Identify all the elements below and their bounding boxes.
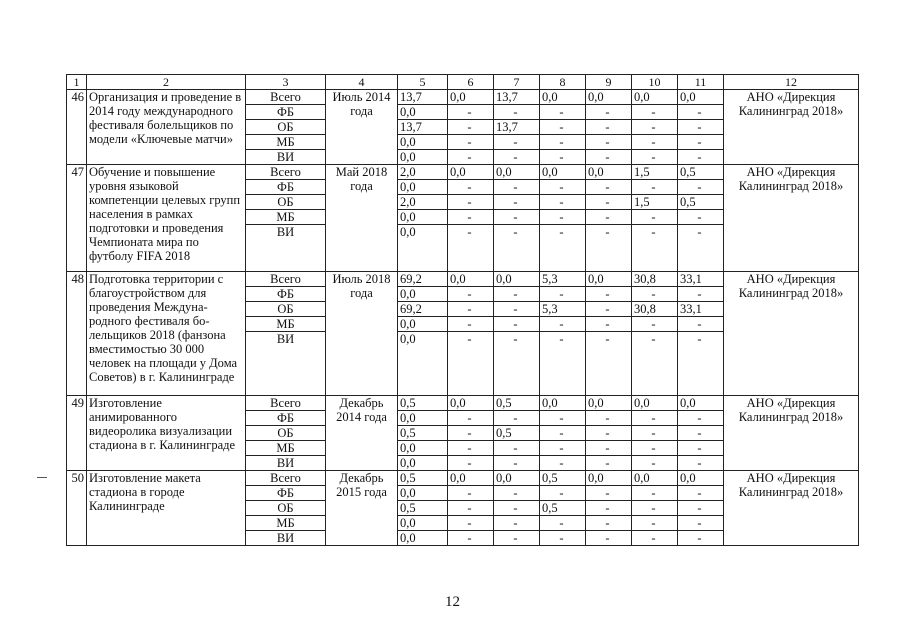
amount-cell: -: [678, 120, 724, 135]
amount-cell: 0,0: [494, 165, 540, 180]
amount-cell: 0,0: [398, 486, 448, 501]
amount-cell: 0,5: [398, 426, 448, 441]
column-header: 2: [87, 75, 246, 90]
deadline: Декабрь 2014 года: [326, 396, 398, 471]
amount-cell: 0,5: [494, 426, 540, 441]
amount-cell: 0,0: [398, 411, 448, 426]
amount-cell: -: [586, 195, 632, 210]
page-number: 12: [445, 594, 460, 610]
amount-cell: 5,3: [540, 302, 586, 317]
amount-cell: -: [540, 225, 586, 272]
amount-cell: -: [678, 332, 724, 396]
amount-cell: -: [540, 195, 586, 210]
amount-cell: -: [448, 150, 494, 165]
amount-cell: 33,1: [678, 272, 724, 287]
amount-cell: -: [540, 486, 586, 501]
amount-cell: -: [494, 411, 540, 426]
amount-cell: -: [678, 501, 724, 516]
activity-name: Организация и проведение в 2014 году международного фестиваля болельщиков по модели «Ключевые матчи»: [87, 90, 246, 165]
table-row: [67, 272, 859, 287]
executor: АНО «Дирекция Калининград 2018»: [724, 396, 859, 471]
amount-cell: -: [632, 332, 678, 396]
amount-cell: 0,0: [398, 210, 448, 225]
amount-cell: 0,0: [448, 272, 494, 287]
amount-cell: -: [586, 426, 632, 441]
amount-cell: -: [494, 516, 540, 531]
amount-cell: 0,0: [448, 90, 494, 105]
column-header: 11: [678, 75, 724, 90]
amount-cell: -: [494, 287, 540, 302]
amount-cell: -: [448, 516, 494, 531]
amount-cell: -: [586, 225, 632, 272]
amount-cell: 0,5: [678, 195, 724, 210]
amount-cell: 2,0: [398, 195, 448, 210]
amount-cell: -: [448, 180, 494, 195]
amount-cell: -: [494, 225, 540, 272]
amount-cell: -: [632, 531, 678, 546]
column-header: 8: [540, 75, 586, 90]
executor: АНО «Дирекция Калининград 2018»: [724, 165, 859, 272]
amount-cell: -: [586, 210, 632, 225]
executor: АНО «Дирекция Калининград 2018»: [724, 90, 859, 165]
amount-cell: -: [632, 135, 678, 150]
amount-cell: -: [632, 225, 678, 272]
amount-cell: 0,5: [540, 501, 586, 516]
table-row: [67, 471, 859, 486]
amount-cell: -: [448, 105, 494, 120]
amount-cell: -: [586, 317, 632, 332]
amount-cell: 0,0: [398, 135, 448, 150]
column-header: 9: [586, 75, 632, 90]
funding-source-label: Всего: [246, 396, 326, 411]
amount-cell: -: [448, 210, 494, 225]
row-number: 48: [67, 272, 87, 396]
amount-cell: 69,2: [398, 302, 448, 317]
funding-source-label: ФБ: [246, 105, 326, 120]
amount-cell: -: [540, 456, 586, 471]
amount-cell: -: [678, 426, 724, 441]
funding-source-label: ОБ: [246, 302, 326, 317]
amount-cell: -: [448, 135, 494, 150]
amount-cell: -: [448, 456, 494, 471]
amount-cell: -: [540, 332, 586, 396]
amount-cell: -: [586, 411, 632, 426]
deadline: Май 2018 года: [326, 165, 398, 272]
amount-cell: -: [632, 486, 678, 501]
amount-cell: -: [540, 180, 586, 195]
funding-source-label: МБ: [246, 516, 326, 531]
amount-cell: -: [586, 456, 632, 471]
amount-cell: 0,0: [632, 90, 678, 105]
amount-cell: -: [540, 287, 586, 302]
amount-cell: -: [632, 105, 678, 120]
amount-cell: -: [678, 531, 724, 546]
amount-cell: -: [494, 210, 540, 225]
deadline: Декабрь 2015 года: [326, 471, 398, 546]
table-row: [67, 165, 859, 180]
amount-cell: 0,0: [586, 90, 632, 105]
activity-name: Изготовление макета стадиона в городе Калининграде: [87, 471, 246, 546]
amount-cell: -: [586, 441, 632, 456]
amount-cell: -: [494, 195, 540, 210]
table-row: [67, 396, 859, 411]
amount-cell: -: [586, 150, 632, 165]
amount-cell: -: [586, 531, 632, 546]
amount-cell: -: [632, 516, 678, 531]
amount-cell: 0,0: [398, 516, 448, 531]
amount-cell: -: [632, 426, 678, 441]
amount-cell: 33,1: [678, 302, 724, 317]
amount-cell: 13,7: [494, 120, 540, 135]
amount-cell: -: [632, 456, 678, 471]
amount-cell: -: [494, 501, 540, 516]
funding-source-label: ФБ: [246, 486, 326, 501]
amount-cell: 0,0: [398, 332, 448, 396]
funding-source-label: ФБ: [246, 411, 326, 426]
amount-cell: 0,5: [494, 396, 540, 411]
amount-cell: -: [448, 531, 494, 546]
amount-cell: -: [448, 486, 494, 501]
amount-cell: -: [678, 225, 724, 272]
amount-cell: -: [586, 302, 632, 317]
deadline: Июль 2014 года: [326, 90, 398, 165]
funding-source-label: ВИ: [246, 150, 326, 165]
amount-cell: 0,0: [494, 471, 540, 486]
amount-cell: 0,0: [448, 396, 494, 411]
amount-cell: 0,0: [494, 272, 540, 287]
amount-cell: 0,0: [398, 225, 448, 272]
amount-cell: -: [494, 150, 540, 165]
amount-cell: 0,0: [540, 396, 586, 411]
amount-cell: -: [448, 302, 494, 317]
amount-cell: 0,0: [586, 471, 632, 486]
budget-table: [66, 74, 859, 546]
deadline: Июль 2018 года: [326, 272, 398, 396]
amount-cell: -: [586, 287, 632, 302]
funding-source-label: МБ: [246, 210, 326, 225]
amount-cell: 0,0: [398, 531, 448, 546]
amount-cell: 0,0: [586, 272, 632, 287]
amount-cell: -: [678, 180, 724, 195]
amount-cell: -: [678, 456, 724, 471]
executor: АНО «Дирекция Калининград 2018»: [724, 272, 859, 396]
amount-cell: -: [540, 516, 586, 531]
amount-cell: -: [494, 317, 540, 332]
amount-cell: 0,0: [678, 471, 724, 486]
amount-cell: -: [678, 210, 724, 225]
amount-cell: -: [586, 105, 632, 120]
amount-cell: -: [678, 411, 724, 426]
amount-cell: -: [540, 150, 586, 165]
funding-source-label: ВИ: [246, 225, 326, 272]
amount-cell: 0,0: [448, 165, 494, 180]
table-body: [67, 75, 859, 546]
amount-cell: 0,5: [398, 501, 448, 516]
amount-cell: -: [540, 135, 586, 150]
amount-cell: -: [586, 332, 632, 396]
funding-source-label: Всего: [246, 471, 326, 486]
amount-cell: 30,8: [632, 272, 678, 287]
amount-cell: -: [494, 332, 540, 396]
amount-cell: 0,0: [398, 317, 448, 332]
amount-cell: 0,0: [586, 165, 632, 180]
amount-cell: -: [448, 317, 494, 332]
amount-cell: 1,5: [632, 165, 678, 180]
amount-cell: -: [540, 105, 586, 120]
funding-source-label: МБ: [246, 441, 326, 456]
amount-cell: -: [586, 135, 632, 150]
amount-cell: -: [586, 486, 632, 501]
executor: АНО «Дирекция Калининград 2018»: [724, 471, 859, 546]
funding-source-label: Всего: [246, 165, 326, 180]
amount-cell: -: [632, 120, 678, 135]
row-number: 46: [67, 90, 87, 165]
amount-cell: -: [448, 441, 494, 456]
funding-source-label: МБ: [246, 317, 326, 332]
column-header: 4: [326, 75, 398, 90]
amount-cell: -: [632, 501, 678, 516]
amount-cell: 5,3: [540, 272, 586, 287]
amount-cell: -: [540, 317, 586, 332]
column-header: 7: [494, 75, 540, 90]
funding-source-label: ФБ: [246, 180, 326, 195]
amount-cell: -: [632, 210, 678, 225]
amount-cell: 13,7: [398, 120, 448, 135]
amount-cell: 0,5: [398, 396, 448, 411]
amount-cell: -: [632, 180, 678, 195]
activity-name: Подготовка территории с благоустройством для проведения Междуна-родного фестиваля бо-лельщиков 2018 (фанзона вместимостью 30 000 человек на площади у Дома Советов) в г. Калининграде: [87, 272, 246, 396]
amount-cell: 0,0: [398, 105, 448, 120]
amount-cell: -: [448, 426, 494, 441]
amount-cell: -: [494, 531, 540, 546]
column-header: 10: [632, 75, 678, 90]
amount-cell: -: [448, 411, 494, 426]
amount-cell: -: [448, 287, 494, 302]
amount-cell: 69,2: [398, 272, 448, 287]
amount-cell: -: [448, 501, 494, 516]
amount-cell: -: [540, 426, 586, 441]
amount-cell: 0,5: [398, 471, 448, 486]
amount-cell: -: [494, 456, 540, 471]
amount-cell: 0,5: [678, 165, 724, 180]
column-header: 3: [246, 75, 326, 90]
column-header: 1: [67, 75, 87, 90]
amount-cell: 2,0: [398, 165, 448, 180]
amount-cell: 30,8: [632, 302, 678, 317]
amount-cell: 0,0: [586, 396, 632, 411]
amount-cell: 0,5: [540, 471, 586, 486]
amount-cell: 0,0: [632, 396, 678, 411]
amount-cell: -: [494, 441, 540, 456]
amount-cell: -: [494, 302, 540, 317]
amount-cell: -: [586, 516, 632, 531]
amount-cell: 0,0: [540, 165, 586, 180]
amount-cell: 0,0: [398, 456, 448, 471]
amount-cell: 0,0: [398, 441, 448, 456]
funding-source-label: ФБ: [246, 287, 326, 302]
amount-cell: -: [540, 411, 586, 426]
margin-mark: [37, 477, 47, 478]
amount-cell: 0,0: [540, 90, 586, 105]
amount-cell: -: [632, 441, 678, 456]
funding-source-label: ОБ: [246, 120, 326, 135]
column-header: 6: [448, 75, 494, 90]
amount-cell: 0,0: [448, 471, 494, 486]
amount-cell: -: [678, 441, 724, 456]
funding-source-label: ВИ: [246, 531, 326, 546]
amount-cell: -: [678, 486, 724, 501]
amount-cell: -: [678, 516, 724, 531]
amount-cell: -: [494, 135, 540, 150]
amount-cell: -: [586, 501, 632, 516]
funding-source-label: ОБ: [246, 501, 326, 516]
row-number: 49: [67, 396, 87, 471]
amount-cell: -: [494, 486, 540, 501]
amount-cell: 0,0: [632, 471, 678, 486]
amount-cell: -: [540, 441, 586, 456]
amount-cell: -: [494, 180, 540, 195]
activity-name: Обучение и повышение уровня языковой компетенции целевых групп населения в рамках подготовки и проведения Чемпионата мира по футболу FIFA 2018: [87, 165, 246, 272]
amount-cell: 0,0: [398, 180, 448, 195]
amount-cell: 0,0: [678, 90, 724, 105]
funding-source-label: ВИ: [246, 456, 326, 471]
column-header: 5: [398, 75, 448, 90]
row-number: 47: [67, 165, 87, 272]
funding-source-label: ОБ: [246, 426, 326, 441]
header-row: [67, 75, 859, 90]
activity-name: Изготовление анимированного видеоролика визуализации стадиона в г. Калининграде: [87, 396, 246, 471]
amount-cell: 0,0: [398, 287, 448, 302]
amount-cell: -: [494, 105, 540, 120]
amount-cell: -: [678, 287, 724, 302]
amount-cell: -: [540, 210, 586, 225]
amount-cell: -: [678, 317, 724, 332]
amount-cell: -: [448, 195, 494, 210]
funding-source-label: Всего: [246, 272, 326, 287]
amount-cell: -: [632, 150, 678, 165]
row-number: 50: [67, 471, 87, 546]
funding-source-label: Всего: [246, 90, 326, 105]
funding-source-label: ОБ: [246, 195, 326, 210]
table-row: [67, 90, 859, 105]
column-header: 12: [724, 75, 859, 90]
amount-cell: -: [632, 287, 678, 302]
funding-source-label: ВИ: [246, 332, 326, 396]
amount-cell: -: [448, 332, 494, 396]
amount-cell: 13,7: [494, 90, 540, 105]
amount-cell: -: [540, 120, 586, 135]
amount-cell: -: [586, 120, 632, 135]
amount-cell: -: [586, 180, 632, 195]
amount-cell: -: [632, 411, 678, 426]
amount-cell: -: [540, 531, 586, 546]
amount-cell: -: [678, 135, 724, 150]
amount-cell: -: [678, 150, 724, 165]
amount-cell: -: [632, 317, 678, 332]
funding-source-label: МБ: [246, 135, 326, 150]
amount-cell: -: [448, 120, 494, 135]
amount-cell: -: [448, 225, 494, 272]
amount-cell: 0,0: [398, 150, 448, 165]
amount-cell: 0,0: [678, 396, 724, 411]
amount-cell: 1,5: [632, 195, 678, 210]
amount-cell: -: [678, 105, 724, 120]
amount-cell: 13,7: [398, 90, 448, 105]
